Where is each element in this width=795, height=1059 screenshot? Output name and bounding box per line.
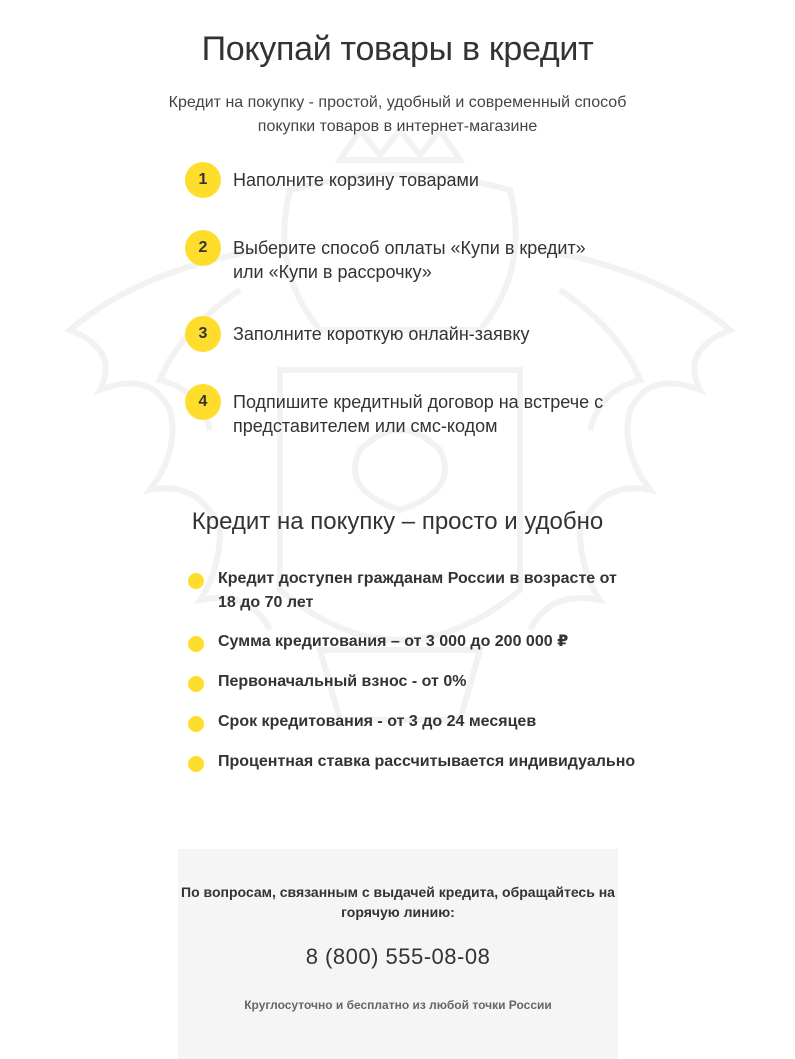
bullet-dot-icon: [188, 676, 204, 692]
step-number-badge: 4: [185, 384, 221, 420]
contact-box: [178, 849, 618, 1059]
page-title: Покупай товары в кредит: [201, 30, 594, 68]
bullet-dot-icon: [188, 756, 204, 772]
step-number-badge: 2: [185, 230, 221, 266]
step-text: Подпишите кредитный договор на встрече с представителем или смс-кодом: [233, 392, 604, 436]
features-title: Кредит на покупку – просто и удобно: [191, 508, 604, 535]
feature-item: [188, 754, 668, 774]
step-number-badge: 1: [185, 162, 221, 198]
feature-text: Процентная ставка рассчитывается индивидуально: [218, 753, 636, 770]
bank-crest-icon: [60, 130, 740, 750]
step-text: Заполните короткую онлайн-заявку: [233, 324, 530, 344]
bullet-dot-icon: [188, 573, 204, 589]
step-3: [185, 316, 613, 352]
contact-label: По вопросам, связанным с выдачей кредита, обращайтесь на горячую линию:: [181, 884, 615, 920]
page-subtitle: Кредит на покупку - простой, удобный и современный способ покупки товаров в интернет-магазине: [168, 94, 627, 135]
hotline-phone[interactable]: 8 (800) 555-08-08: [305, 944, 491, 969]
step-text: Выберите способ оплаты «Купи в кредит» или «Купи в рассрочку»: [233, 238, 586, 282]
bullet-dot-icon: [188, 716, 204, 732]
feature-item: [188, 634, 668, 654]
feature-text: Первоначальный взнос - от 0%: [218, 673, 467, 690]
feature-text: Сумма кредитования – от 3 000 до 200 000 ₽: [218, 633, 569, 650]
step-4: [185, 384, 613, 438]
feature-item: [188, 674, 668, 694]
feature-text: Кредит доступен гражданам России в возрасте от 18 до 70 лет: [218, 570, 617, 611]
step-text: Наполните корзину товарами: [233, 170, 479, 190]
step-1: [185, 162, 613, 198]
bullet-dot-icon: [188, 636, 204, 652]
feature-item: [188, 714, 668, 734]
step-2: [185, 230, 613, 284]
contact-note: Круглосуточно и бесплатно из любой точки России: [244, 998, 552, 1012]
feature-item: [188, 571, 618, 615]
feature-text: Срок кредитования - от 3 до 24 месяцев: [218, 713, 537, 730]
step-number-badge: 3: [185, 316, 221, 352]
